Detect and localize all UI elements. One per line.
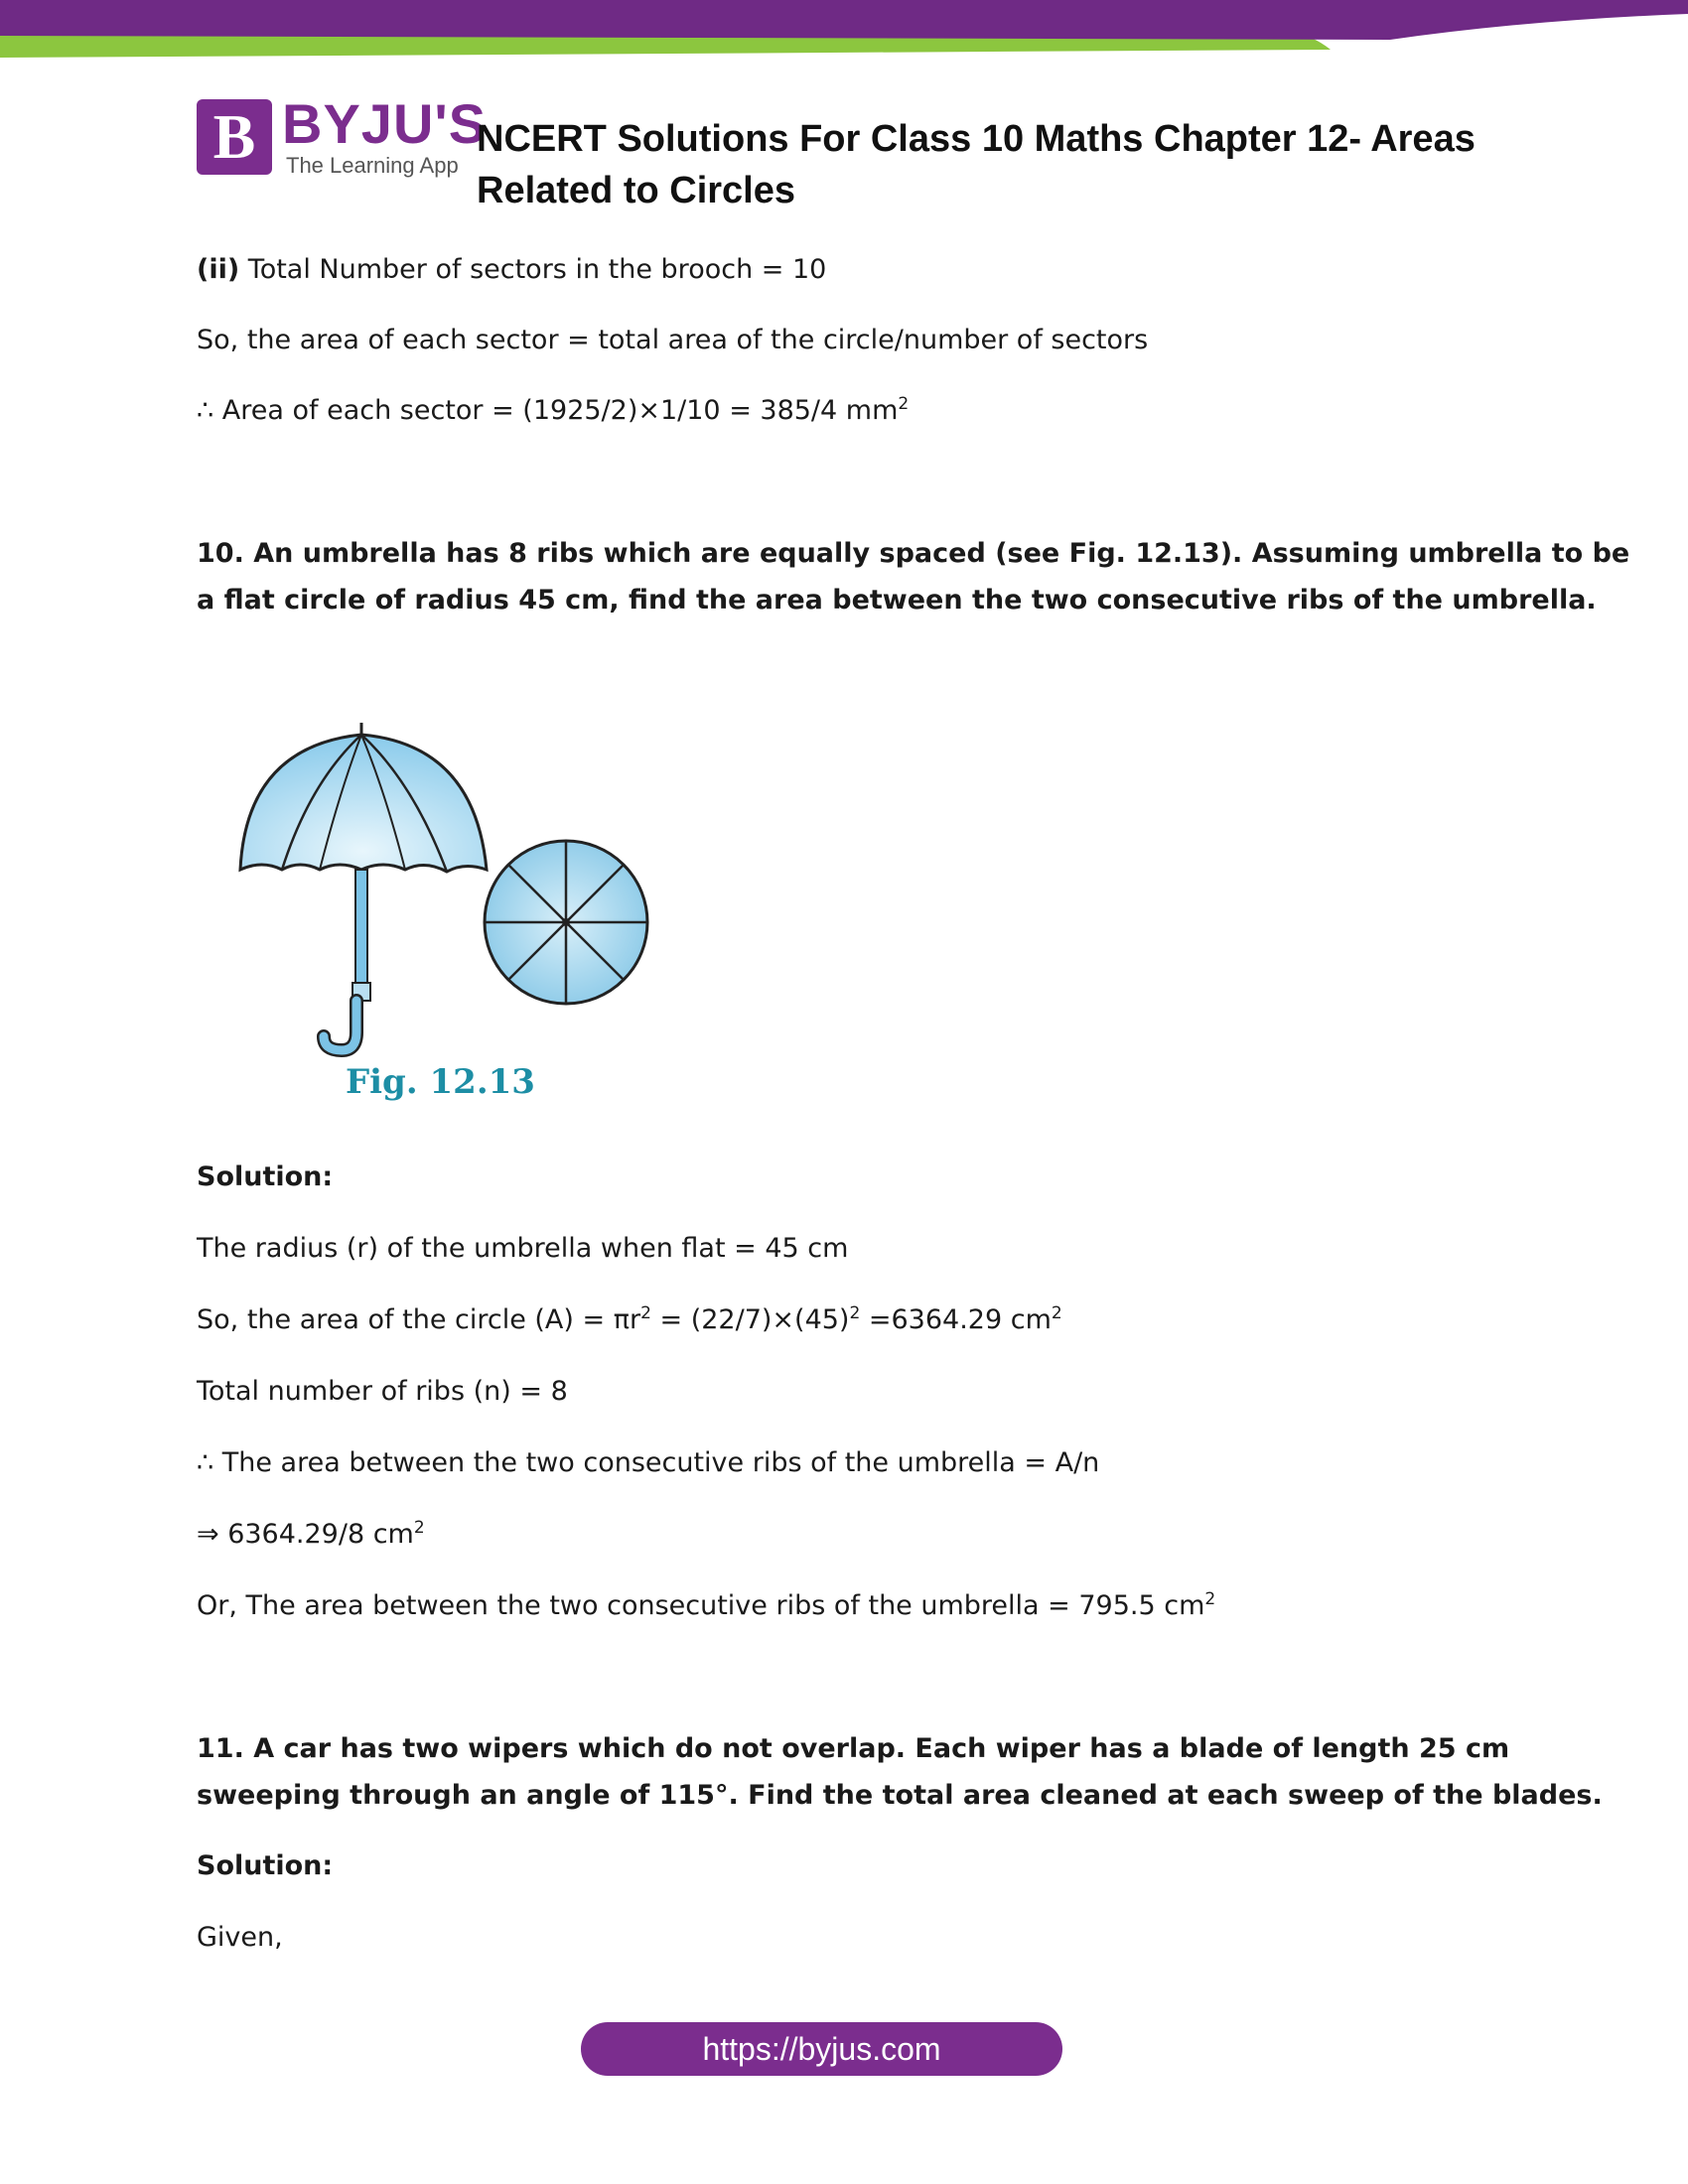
logo-tagline: The Learning App xyxy=(286,153,459,178)
question-11-line-1: 11. A car has two wipers which do not overlap. Each wiper has a blade of length 25 cm xyxy=(197,1733,1510,1764)
circle-area-line xyxy=(197,1297,1497,1343)
logo-b-icon: B xyxy=(197,99,272,175)
superscript-two: 2 xyxy=(640,1303,651,1323)
question-10-line-1: 10. An umbrella has 8 ribs which are equally spaced (see Fig. 12.13). Assuming umbrella to be xyxy=(197,538,1630,569)
ii-paragraph xyxy=(197,246,1497,293)
figure-caption: Fig. 12.13 xyxy=(346,1062,535,1102)
circle-area-part-c: =6364.29 cm xyxy=(860,1304,1052,1335)
footer-url-link[interactable]: https://byjus.com xyxy=(581,2022,1062,2076)
solution-label: Solution: xyxy=(197,1850,334,1881)
area-each-sector-line xyxy=(197,387,1497,434)
document-title xyxy=(477,113,1549,216)
implies-text: ⇒ 6364.29/8 cm xyxy=(197,1519,414,1550)
between-ribs-line: ∴ The area between the two consecutive ribs of the umbrella = A/n xyxy=(197,1447,1100,1478)
umbrella-figure xyxy=(226,723,663,1120)
superscript-two: 2 xyxy=(849,1303,861,1323)
title-line-2: Related to Circles xyxy=(477,170,795,211)
ribs-line: Total number of ribs (n) = 8 xyxy=(197,1376,568,1407)
purple-stripe xyxy=(0,0,1688,40)
umbrella-top-view-icon xyxy=(485,841,647,1004)
superscript-two: 2 xyxy=(1051,1303,1062,1323)
given-line: Given, xyxy=(197,1922,283,1953)
result-line xyxy=(197,1582,1497,1629)
ii-label: (ii) xyxy=(197,254,240,285)
superscript-two: 2 xyxy=(1204,1589,1216,1609)
question-10-line-2: a flat circle of radius 45 cm, find the area between the two consecutive ribs of the umbrella. xyxy=(197,585,1597,615)
result-text: Or, The area between the two consecutive ribs of the umbrella = 795.5 cm xyxy=(197,1590,1205,1621)
area-each-sector-text: ∴ Area of each sector = (1925/2)×1/10 = 385/4 mm xyxy=(197,395,899,426)
page-header xyxy=(197,92,1547,216)
circle-area-part-a: So, the area of the circle (A) = πr xyxy=(197,1304,641,1335)
umbrella-open-icon xyxy=(240,723,487,1050)
title-line-1: NCERT Solutions For Class 10 Maths Chapter 12- Areas xyxy=(477,118,1476,160)
question-11-line-2: sweeping through an angle of 115°. Find the total area cleaned at each sweep of the blades. xyxy=(197,1780,1603,1811)
circle-area-part-b: = (22/7)×(45) xyxy=(650,1304,850,1335)
ii-text: Total Number of sectors in the brooch = 10 xyxy=(239,254,827,285)
radius-line: The radius (r) of the umbrella when flat = 45 cm xyxy=(197,1233,849,1264)
implies-line xyxy=(197,1511,1497,1558)
logo-brand: BYJU'S xyxy=(282,92,488,155)
sector-area-line: So, the area of each sector = total area of the circle/number of sectors xyxy=(197,325,1149,355)
byjus-logo xyxy=(197,92,488,179)
solution-label: Solution: xyxy=(197,1161,334,1192)
superscript-two: 2 xyxy=(413,1518,425,1538)
superscript-two: 2 xyxy=(898,394,910,414)
top-decorative-band xyxy=(0,0,1688,60)
